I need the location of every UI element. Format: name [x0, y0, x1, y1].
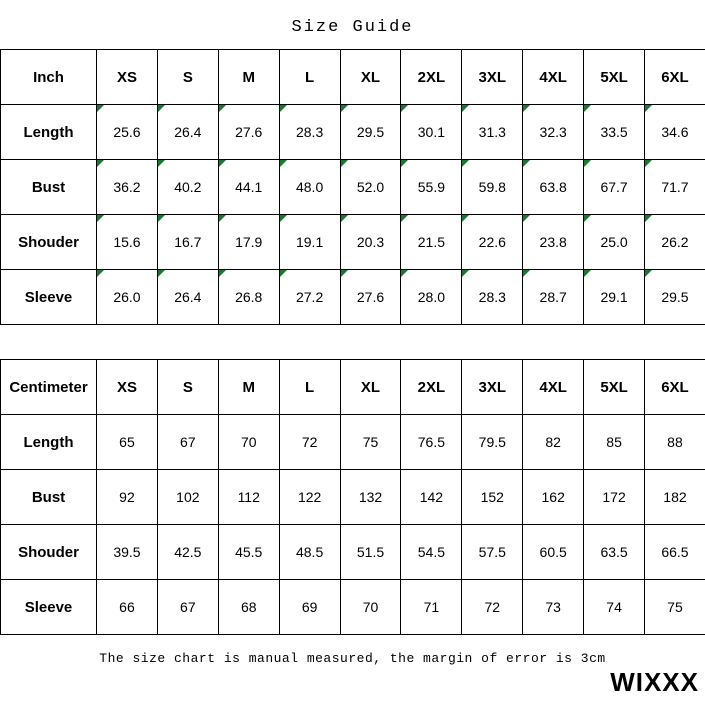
- table-cell: 75: [645, 580, 705, 635]
- table-cell: 88: [645, 415, 705, 470]
- table-gap-divider: [0, 325, 705, 359]
- table-cell: 34.6: [645, 105, 705, 160]
- table-cell: 28.7: [523, 270, 584, 325]
- table-cell: 67: [157, 580, 218, 635]
- table-cell: 45.5: [218, 525, 279, 580]
- table-row: [1, 415, 705, 470]
- column-header: 5XL: [584, 360, 645, 415]
- column-header: 4XL: [523, 50, 584, 105]
- table-cell: 15.6: [97, 215, 158, 270]
- table-cell: 122: [279, 470, 340, 525]
- table-cell: 66.5: [645, 525, 705, 580]
- table-cell: 85: [584, 415, 645, 470]
- column-header: M: [218, 50, 279, 105]
- unit-label-centimeter: Centimeter: [1, 360, 97, 415]
- table-cell: 142: [401, 470, 462, 525]
- column-header: 2XL: [401, 50, 462, 105]
- column-header: 2XL: [401, 360, 462, 415]
- table-cell: 102: [157, 470, 218, 525]
- table-cell: 28.3: [279, 105, 340, 160]
- table-cell: 40.2: [157, 160, 218, 215]
- table-row: [1, 470, 705, 525]
- table-cell: 27.6: [218, 105, 279, 160]
- table-cell: 152: [462, 470, 523, 525]
- column-header: 3XL: [462, 50, 523, 105]
- table-cell: 48.5: [279, 525, 340, 580]
- table-cell: 74: [584, 580, 645, 635]
- table-cell: 26.4: [157, 105, 218, 160]
- table-cell: 20.3: [340, 215, 401, 270]
- table-cell: 26.4: [157, 270, 218, 325]
- row-label: Bust: [1, 470, 97, 525]
- table-cell: 27.6: [340, 270, 401, 325]
- table-cell: 31.3: [462, 105, 523, 160]
- table-row: [1, 215, 705, 270]
- table-header-row: [1, 360, 705, 415]
- table-cell: 42.5: [157, 525, 218, 580]
- table-cell: 57.5: [462, 525, 523, 580]
- table-row: [1, 525, 705, 580]
- table-cell: 172: [584, 470, 645, 525]
- table-cell: 75: [340, 415, 401, 470]
- table-cell: 63.5: [584, 525, 645, 580]
- table-cell: 72: [462, 580, 523, 635]
- table-row: [1, 105, 705, 160]
- table-cell: 65: [97, 415, 158, 470]
- table-cell: 30.1: [401, 105, 462, 160]
- table-cell: 92: [97, 470, 158, 525]
- row-label: Bust: [1, 160, 97, 215]
- table-cell: 25.6: [97, 105, 158, 160]
- size-table-inch: [0, 49, 705, 325]
- table-cell: 73: [523, 580, 584, 635]
- table-cell: 59.8: [462, 160, 523, 215]
- column-header: 3XL: [462, 360, 523, 415]
- table-cell: 71.7: [645, 160, 705, 215]
- table-cell: 68: [218, 580, 279, 635]
- column-header: XS: [97, 360, 158, 415]
- table-cell: 66: [97, 580, 158, 635]
- column-header: 5XL: [584, 50, 645, 105]
- table-cell: 19.1: [279, 215, 340, 270]
- table-row: [1, 160, 705, 215]
- table-cell: 21.5: [401, 215, 462, 270]
- row-label: Sleeve: [1, 270, 97, 325]
- column-header: 4XL: [523, 360, 584, 415]
- column-header: M: [218, 360, 279, 415]
- column-header: 6XL: [645, 360, 705, 415]
- table-cell: 26.0: [97, 270, 158, 325]
- column-header: XS: [97, 50, 158, 105]
- table-cell: 28.3: [462, 270, 523, 325]
- row-label: Shouder: [1, 525, 97, 580]
- table-row: [1, 580, 705, 635]
- table-row: [1, 270, 705, 325]
- table-cell: 72: [279, 415, 340, 470]
- table-cell: 23.8: [523, 215, 584, 270]
- table-cell: 29.5: [645, 270, 705, 325]
- table-cell: 29.1: [584, 270, 645, 325]
- row-label: Length: [1, 415, 97, 470]
- table-cell: 39.5: [97, 525, 158, 580]
- table-cell: 52.0: [340, 160, 401, 215]
- column-header: L: [279, 50, 340, 105]
- column-header: S: [157, 360, 218, 415]
- table-cell: 70: [340, 580, 401, 635]
- table-cell: 36.2: [97, 160, 158, 215]
- table-cell: 63.8: [523, 160, 584, 215]
- table-cell: 28.0: [401, 270, 462, 325]
- table-cell: 112: [218, 470, 279, 525]
- table-cell: 69: [279, 580, 340, 635]
- table-cell: 71: [401, 580, 462, 635]
- table-cell: 48.0: [279, 160, 340, 215]
- table-cell: 67.7: [584, 160, 645, 215]
- table-cell: 60.5: [523, 525, 584, 580]
- table-cell: 16.7: [157, 215, 218, 270]
- table-cell: 82: [523, 415, 584, 470]
- size-table-centimeter: [0, 359, 705, 635]
- column-header: 6XL: [645, 50, 705, 105]
- column-header: L: [279, 360, 340, 415]
- page-title: Size Guide: [291, 18, 414, 37]
- table-cell: 25.0: [584, 215, 645, 270]
- table-cell: 132: [340, 470, 401, 525]
- table-cell: 33.5: [584, 105, 645, 160]
- table-cell: 22.6: [462, 215, 523, 270]
- table-cell: 17.9: [218, 215, 279, 270]
- table-cell: 54.5: [401, 525, 462, 580]
- table-cell: 67: [157, 415, 218, 470]
- brand-watermark: WIXXX: [610, 667, 699, 697]
- table-cell: 32.3: [523, 105, 584, 160]
- table-cell: 44.1: [218, 160, 279, 215]
- row-label: Shouder: [1, 215, 97, 270]
- table-cell: 26.8: [218, 270, 279, 325]
- table-cell: 182: [645, 470, 705, 525]
- table-cell: 70: [218, 415, 279, 470]
- row-label: Length: [1, 105, 97, 160]
- table-cell: 29.5: [340, 105, 401, 160]
- measurement-disclaimer: The size chart is manual measured, the margin of error is 3cm: [99, 651, 606, 666]
- table-cell: 55.9: [401, 160, 462, 215]
- column-header: XL: [340, 360, 401, 415]
- table-cell: 79.5: [462, 415, 523, 470]
- table-cell: 26.2: [645, 215, 705, 270]
- row-label: Sleeve: [1, 580, 97, 635]
- table-header-row: [1, 50, 705, 105]
- column-header: XL: [340, 50, 401, 105]
- table-cell: 76.5: [401, 415, 462, 470]
- table-cell: 51.5: [340, 525, 401, 580]
- table-cell: 162: [523, 470, 584, 525]
- column-header: S: [157, 50, 218, 105]
- unit-label-inch: Inch: [1, 50, 97, 105]
- table-cell: 27.2: [279, 270, 340, 325]
